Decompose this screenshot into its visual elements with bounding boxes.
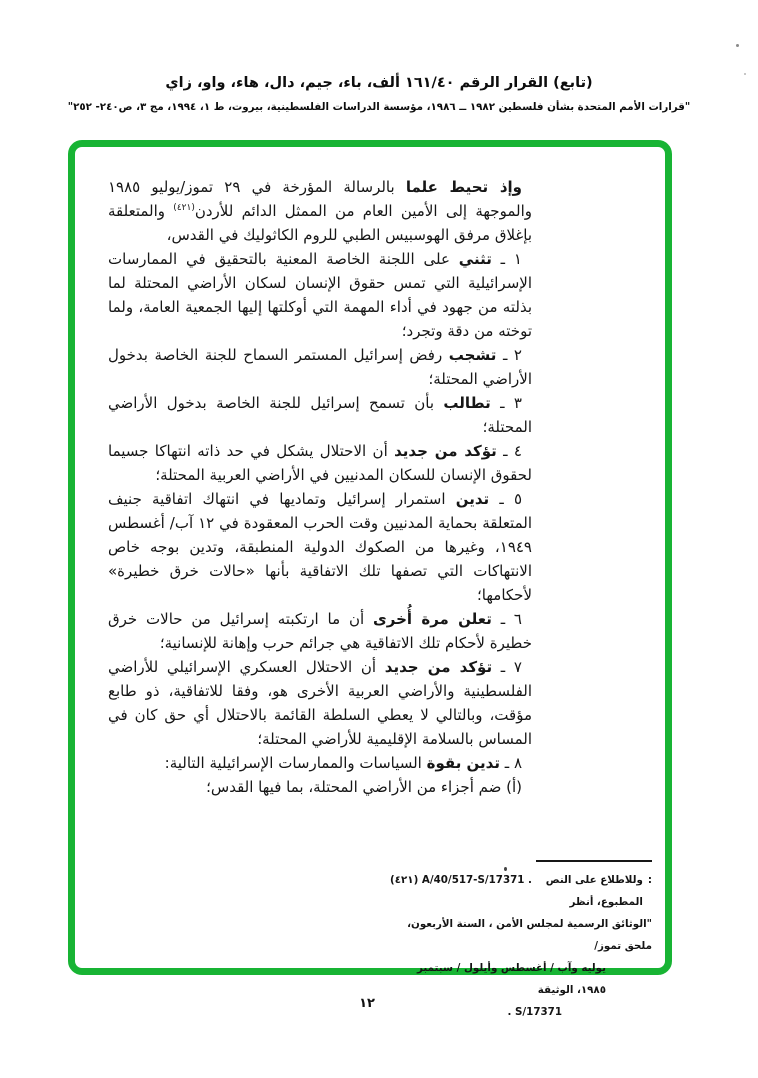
paragraph-number: ١ ـ	[500, 250, 522, 268]
paragraph-number: ٦ ـ	[500, 610, 522, 628]
footnote-colon: :	[647, 874, 652, 886]
paragraph-text: ضم أجزاء من الأراضي المحتلة، بما فيها القدس؛	[206, 778, 502, 796]
intro-text: بالرسالة المؤرخة في ٢٩ تموز/يوليو ١٩٨٥ والموجهة إلى الأمين العام من الممثل الدائم للأردن	[108, 178, 532, 220]
footnote-separator-rule	[536, 860, 652, 862]
paragraph-text: أن الاحتلال العسكري الإسرائيلي للأراضي الفلسطينية والأراضي العربية الأخرى هو، وفقا للاتفاقية، ذو طابع مؤقت، وبالتالي لا يعطي السلطة القائمة بالاحتلال أي حق كان في المساس بالسلامة الإقليمية للأراضي المحتلة؛	[108, 658, 532, 748]
paragraph-lead: تشجب	[448, 346, 497, 364]
paragraph-number: (أ)	[506, 778, 522, 796]
paragraph-lead: تعلن مرة أُخرى	[373, 610, 492, 628]
paragraph-lead: تدين بقوة	[426, 754, 500, 772]
paragraph-lead: تؤكد من جديد	[394, 442, 497, 460]
resolution-paragraph	[108, 343, 532, 391]
paragraph-text: على اللجنة الخاصة المعنية بالتحقيق في الممارسات الإسرائيلية التي تمس حقوق الإنسان لسكان الأراضي المحتلة لما بذلته من جهود في أداء المهمة التي أوكلتها إليها الجمعية العامة، ولما توخته من دقة وتجرد؛	[108, 250, 532, 340]
page-number: ١٢	[359, 996, 375, 1011]
paragraph-text: رفض إسرائيل المستمر السماح للجنة الخاصة بدخول الأراضي المحتلة؛	[108, 346, 532, 388]
intro-lead: وإذ تحيط علما	[405, 178, 522, 196]
resolution-paragraph	[108, 607, 532, 655]
paragraph-lead: تطالب	[443, 394, 491, 412]
resolution-paragraph	[108, 751, 532, 775]
paragraph-text: أن ما ارتكبته إسرائيل من حالات خرق خطيرة لأحكام تلك الاتفاقية هي جرائم حرب وإهانة للإنسانية؛	[108, 610, 532, 652]
scan-speck	[736, 44, 739, 47]
paragraph-number: ٤ ـ	[503, 442, 522, 460]
resolution-text-column	[108, 175, 532, 799]
intro-paragraph	[108, 175, 532, 247]
paragraph-lead: تؤكد من جديد	[384, 658, 493, 676]
paragraph-number: ٥ ـ	[499, 490, 522, 508]
paragraph-text: السياسات والممارسات الإسرائيلية التالية:	[164, 754, 422, 772]
paragraph-number: ٢ ـ	[502, 346, 522, 364]
paragraph-number: ٨ ـ	[504, 754, 522, 772]
scan-speck	[744, 73, 746, 75]
document-header-title: (تابع) القرار الرقم ١٦١/٤٠ ألف، باء، جيم، دال، هاء، واو، زاي	[165, 75, 593, 91]
document-header-source: "قرارات الأمم المتحدة بشأن فلسطين ١٩٨٢ ــ ١٩٨٦، مؤسسة الدراسات الفلسطينية، بيروت، ط ١، ١٩٩٤، مج ٣، ص٢٤٠- ٢٥٢"	[67, 101, 691, 113]
footnote-document-symbol: (٤٢١) A/40/517-S/17371 .	[390, 874, 532, 886]
footnote-reference-marker: (٤٢١)	[173, 203, 195, 213]
paragraph-number: ٣ ـ	[500, 394, 522, 412]
paragraph-text: أن الاحتلال يشكل في حد ذاته انتهاكا جسيما لحقوق الإنسان للسكان المدنيين في الأراضي العربية المحتلة؛	[108, 442, 532, 484]
paragraph-number: ٧ ـ	[500, 658, 522, 676]
resolution-paragraph	[108, 247, 532, 343]
resolution-paragraph	[108, 439, 532, 487]
footnote-line-2: "الوثائق الرسمية لمجلس الأمن ، السنة الأربعون، ملحق تموز/	[407, 918, 652, 952]
paragraph-text: بأن تسمح إسرائيل للجنة الخاصة بدخول الأراضي المحتلة؛	[108, 394, 532, 436]
footnote-line-4: . S/17371	[507, 1006, 562, 1018]
footnote-see-text: وللاطلاع على النص المطبوع، أنظر	[545, 874, 643, 908]
resolution-paragraph	[108, 487, 532, 607]
intro-tail: والمتعلقة بإغلاق مرفق الهوسبيس الطبي للروم الكاثوليك في القدس،	[108, 202, 532, 244]
paragraph-lead: تدين	[455, 490, 490, 508]
resolution-paragraph	[108, 655, 532, 751]
footnote-line-1	[390, 869, 652, 913]
paragraph-lead: تثني	[458, 250, 492, 268]
paragraph-text: استمرار إسرائيل وتماديها في انتهاك اتفاقية جنيف المتعلقة بحماية المدنيين وقت الحرب المعقودة في ١٢ آب/ أغسطس ١٩٤٩، وغيرها من الصكوك الدولية المنطبقة، وتدين بوجه خاص الانتهاكات التي تصفها تلك الاتفاقية بأنها «حالات خرق خطيرة» لأحكامها؛	[108, 490, 532, 604]
resolution-subitem-a	[108, 775, 532, 799]
footnote-line-3: يوليه وآب / أغسطس وأيلول / سبتمبر ١٩٨٥، الوثيقة	[416, 962, 606, 996]
green-border-frame	[68, 140, 672, 1018]
resolution-paragraph	[108, 391, 532, 439]
